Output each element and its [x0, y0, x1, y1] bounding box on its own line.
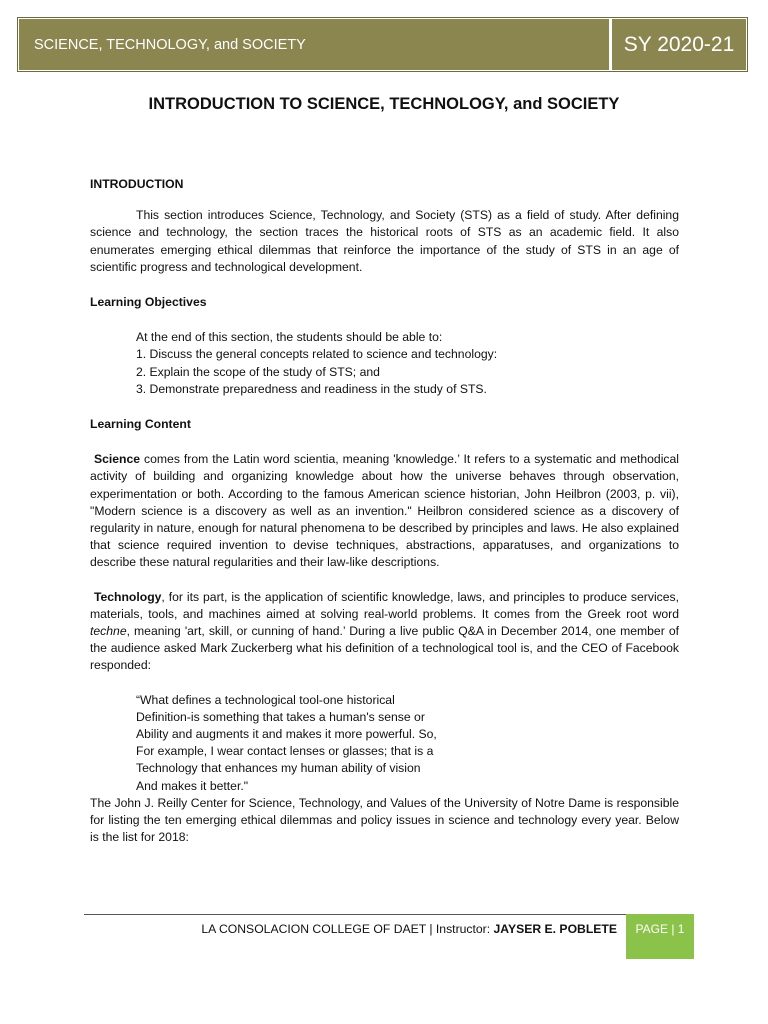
- quote-line: Definition-is something that takes a human's sense or: [136, 709, 425, 724]
- page-header: [17, 17, 748, 72]
- introduction-heading: INTRODUCTION: [90, 177, 184, 191]
- objectives-lead: At the end of this section, the students should be able to:: [136, 330, 443, 345]
- spacer: [90, 276, 679, 294]
- science-paragraph: [90, 451, 679, 571]
- quote-line: Technology that enhances my human ability of vision: [136, 761, 421, 776]
- science-text: comes from the Latin word scientia, meaning 'knowledge.’ It refers to a systematic and methodical activity of building and organizing knowledge about how the universe behaves through observation, experimentation or both. According to the famous American science historian, John Heilbron (2003, p. vii), "Modern science is a discovery as well as an invention." Heilbron considered science as a discovery of regularity in nature, enough for natural phenomena to be described by principles and laws. He also explained that science required invention to devise techniques, abstractions, apparatuses, and organizations to describe these natural regularities and their law-like descriptions.: [90, 452, 679, 570]
- technology-paragraph: [90, 589, 679, 675]
- school-year: SY 2020-21: [610, 18, 747, 71]
- footer-school: LA CONSOLACION COLLEGE OF DAET | Instructor:: [201, 922, 494, 936]
- quote-line: “What defines a technological tool-one historical: [136, 692, 395, 707]
- quote-line: And makes it better.": [136, 778, 249, 793]
- spacer: [90, 311, 679, 329]
- footer-rule: [84, 914, 626, 915]
- content-heading: Learning Content: [90, 417, 191, 432]
- technology-term: Technology: [93, 589, 162, 604]
- introduction-paragraph: This section introduces Science, Technology, and Society (STS) as a field of study. After defining science and technology, the section traces the historical roots of STS as an academic field. It also enumerates emerging ethical dilemmas that reinforce the importance of the study of STS in an age of scientific progress and technological development.: [90, 208, 679, 274]
- objective-item: 2. Explain the scope of the study of STS; and: [136, 364, 380, 379]
- technology-text-1: , for its part, is the application of scientific knowledge, laws, and principles to produce services, materials, tools, and machines aimed at solving real-world problems. It comes from the Greek root word: [90, 589, 679, 621]
- science-term: Science: [93, 452, 141, 467]
- techne-word: techne: [90, 624, 127, 639]
- objective-item: 1. Discuss the general concepts related to science and technology:: [136, 347, 498, 362]
- course-title: SCIENCE, TECHNOLOGY, and SOCIETY: [18, 18, 610, 71]
- spacer: [90, 572, 679, 589]
- quote-line: Ability and augments it and makes it more powerful. So,: [136, 727, 437, 742]
- footer-instructor: JAYSER E. POBLETE: [493, 922, 617, 936]
- reilly-center-paragraph: The John J. Reilly Center for Science, Technology, and Values of the University of Notre Dame is responsible for listing the ten emerging ethical dilemmas and policy issues in science and technology every year. Below is the list for 2018:: [90, 795, 679, 845]
- technology-text-2: , meaning 'art, skill, or cunning of hand.’ During a live public Q&A in December 2014, one member of the audience asked Mark Zuckerberg what his definition of a technological tool is, and the CEO of Facebook responded:: [90, 624, 679, 673]
- quote-line: For example, I wear contact lenses or glasses; that is a: [136, 744, 434, 759]
- spacer: [90, 398, 679, 416]
- document-body: [90, 176, 679, 847]
- footer-text: [84, 922, 617, 936]
- document-title: INTRODUCTION TO SCIENCE, TECHNOLOGY, and SOCIETY: [148, 95, 620, 113]
- spacer: [90, 675, 679, 692]
- page-number-badge: PAGE | 1: [626, 914, 694, 959]
- objective-item: 3. Demonstrate preparedness and readiness in the study of STS.: [136, 381, 487, 396]
- objectives-heading: Learning Objectives: [90, 295, 207, 310]
- spacer: [90, 433, 679, 451]
- spacer: [90, 193, 679, 207]
